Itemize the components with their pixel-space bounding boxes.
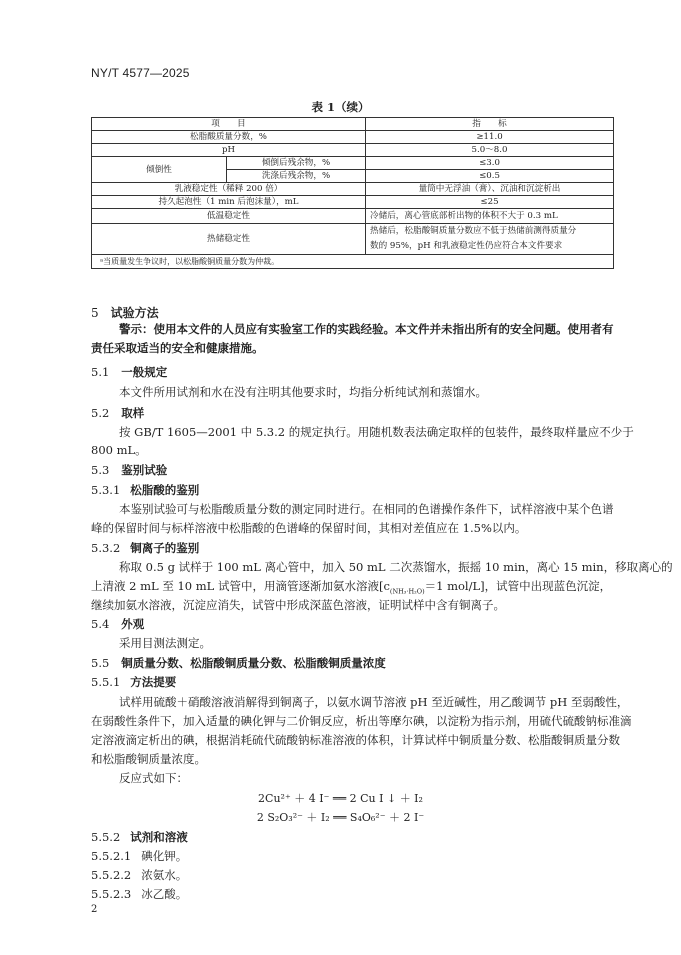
item-text: 碘化钾。 xyxy=(141,849,188,863)
text-run: ＝1 mol/L]，试管中出现蓝色沉淀， xyxy=(424,579,612,593)
table-row-item: 洗涤后残余物，% xyxy=(227,170,366,183)
section-number: 5 xyxy=(91,306,99,320)
subscript: (NH₃·H₂O) xyxy=(389,587,425,596)
subsection-heading xyxy=(91,405,144,421)
table-row-item: 倾倒后残余物，% xyxy=(227,157,366,170)
section-number: 5.3 xyxy=(91,463,110,477)
section-number: 5.3.2 xyxy=(91,541,121,555)
paragraph: 和松脂酸铜质量浓度。 xyxy=(91,752,206,766)
table-row-value: ≤25 xyxy=(366,196,614,209)
document-code-header: NY/T 4577—2025 xyxy=(91,66,190,80)
section-title: 一般规定 xyxy=(121,365,168,379)
reaction-equation: 2Cu²⁺ ＋ 4 I⁻ ══ 2 Cu I ↓ ＋ I₂ xyxy=(258,792,423,805)
table-row-item: 持久起泡性（1 min 后泡沫量），mL xyxy=(92,196,366,209)
section-number: 5.5.1 xyxy=(91,675,121,689)
subsection-heading xyxy=(91,462,167,478)
specification-table xyxy=(91,117,614,269)
paragraph: 800 mL。 xyxy=(91,443,147,457)
section-number: 5.5 xyxy=(91,656,110,670)
value-line: 热储后，松脂酸铜质量分数应不低于热储前测得质量分 xyxy=(370,226,577,236)
table-header-item: 项 目 xyxy=(92,118,366,131)
paragraph: 在弱酸性条件下，加入适量的碘化钾与二价铜反应，析出等摩尔碘，以淀粉为指示剂，用硫代硫酸钠标准滴 xyxy=(91,714,632,728)
subsection-heading xyxy=(91,674,176,690)
section-title: 试剂和溶液 xyxy=(130,830,188,844)
table-row-item: 乳液稳定性（稀释 200 倍） xyxy=(92,183,366,196)
section-number: 5.3.1 xyxy=(91,483,121,497)
section-title: 铜质量分数、松脂酸铜质量分数、松脂酸铜质量浓度 xyxy=(121,656,386,670)
reaction-equation: 2 S₂O₃²⁻ ＋ I₂ ══ S₄O₆²⁻ ＋ 2 I⁻ xyxy=(256,811,425,824)
list-item xyxy=(91,886,187,902)
item-text: 冰乙酸。 xyxy=(141,887,188,901)
section-title: 外观 xyxy=(121,617,145,631)
list-item xyxy=(91,867,187,883)
table-row-value: 量筒中无浮油（膏）、沉油和沉淀析出 xyxy=(366,183,614,196)
warning-text: 警示：使用本文件的人员应有实验室工作的实践经验。本文件并未指出所有的安全问题。使用者有 xyxy=(119,322,614,336)
paragraph: 峰的保留时间与标样溶液中松脂酸的色谱峰的保留时间，其相对差值应在 1.5%以内。 xyxy=(91,521,527,535)
table-group-label: 倾倒性 xyxy=(92,157,227,183)
value-line: 数的 95%，pH 和乳液稳定性仍应符合本文件要求 xyxy=(370,241,563,251)
section-number: 5.5.2.2 xyxy=(91,868,132,882)
table-header-index: 指 标 xyxy=(366,118,614,131)
paragraph: 本鉴别试验可与松脂酸质量分数的测定同时进行。在相同的色谱操作条件下，试样溶液中某个色谱 xyxy=(119,502,614,516)
section-title: 松脂酸的鉴别 xyxy=(130,483,200,497)
paragraph: 试样用硫酸＋硝酸溶液消解得到铜离子，以氨水调节溶液 pH 至近碱性，用乙酸调节 pH 至弱酸性， xyxy=(119,695,629,709)
table-row-value: ≤3.0 xyxy=(366,157,614,170)
subsection-heading xyxy=(91,364,167,380)
section-heading xyxy=(91,304,159,321)
section-number: 5.5.2.1 xyxy=(91,849,132,863)
paragraph: 定溶液滴定析出的碘，根据消耗硫代硫酸钠标准溶液的体积，计算试样中铜质量分数、松脂酸铜质量分数 xyxy=(91,733,620,747)
subsection-heading xyxy=(91,482,199,498)
section-number: 5.5.2.3 xyxy=(91,887,132,901)
paragraph: 称取 0.5 g 试样于 100 mL 离心管中，加入 50 mL 二次蒸馏水，振摇 10 min，离心 15 min，移取离心的 xyxy=(119,560,673,574)
warning-text: 责任采取适当的安全和健康措施。 xyxy=(91,341,264,355)
item-text: 浓氨水。 xyxy=(141,868,188,882)
table-row-value: 5.0～8.0 xyxy=(366,144,614,157)
paragraph: 采用目测法测定。 xyxy=(119,636,211,650)
paragraph xyxy=(91,578,611,595)
section-title: 方法提要 xyxy=(130,675,177,689)
section-number: 5.1 xyxy=(91,365,110,379)
list-item xyxy=(91,848,187,864)
page-number: 2 xyxy=(91,904,98,915)
table-row-item: 低温稳定性 xyxy=(92,209,366,224)
section-title: 试验方法 xyxy=(110,306,159,320)
subsection-heading xyxy=(91,655,386,671)
table-footnote: ᵃ当质量发生争议时，以松脂酸铜质量分数为仲裁。 xyxy=(92,255,614,269)
paragraph: 继续加氨水溶液，沉淀应消失，试管中形成深蓝色溶液，证明试样中含有铜离子。 xyxy=(91,598,505,612)
table-row-value: ≤0.5 xyxy=(366,170,614,183)
section-title: 铜离子的鉴别 xyxy=(130,541,200,555)
paragraph: 反应式如下： xyxy=(119,771,188,785)
table-row-value: 冷储后，离心管底部析出物的体积不大于 0.3 mL xyxy=(366,209,614,224)
text-run: 上清液 2 mL 至 10 mL 试管中，用滴管逐渐加氨水溶液[c xyxy=(91,579,390,593)
subsection-heading xyxy=(91,616,144,632)
paragraph: 本文件所用试剂和水在没有注明其他要求时，均指分析纯试剂和蒸馏水。 xyxy=(119,385,487,399)
section-number: 5.5.2 xyxy=(91,830,121,844)
table-caption: 表 1（续） xyxy=(311,100,370,114)
subsection-heading xyxy=(91,829,188,845)
section-title: 鉴别试验 xyxy=(121,463,168,477)
table-row-item: 松脂酸质量分数，% xyxy=(92,131,366,144)
section-number: 5.2 xyxy=(91,406,110,420)
table-row-value xyxy=(366,224,614,255)
table-row-item: pH xyxy=(92,144,366,157)
subsection-heading xyxy=(91,540,199,556)
table-row-value: ≥11.0 xyxy=(366,131,614,144)
table-row-item: 热储稳定性 xyxy=(92,224,366,255)
section-title: 取样 xyxy=(121,406,145,420)
paragraph: 按 GB/T 1605—2001 中 5.3.2 的规定执行。用随机数表法确定取样的包装件，最终取样量应不少于 xyxy=(119,425,634,439)
section-number: 5.4 xyxy=(91,617,110,631)
